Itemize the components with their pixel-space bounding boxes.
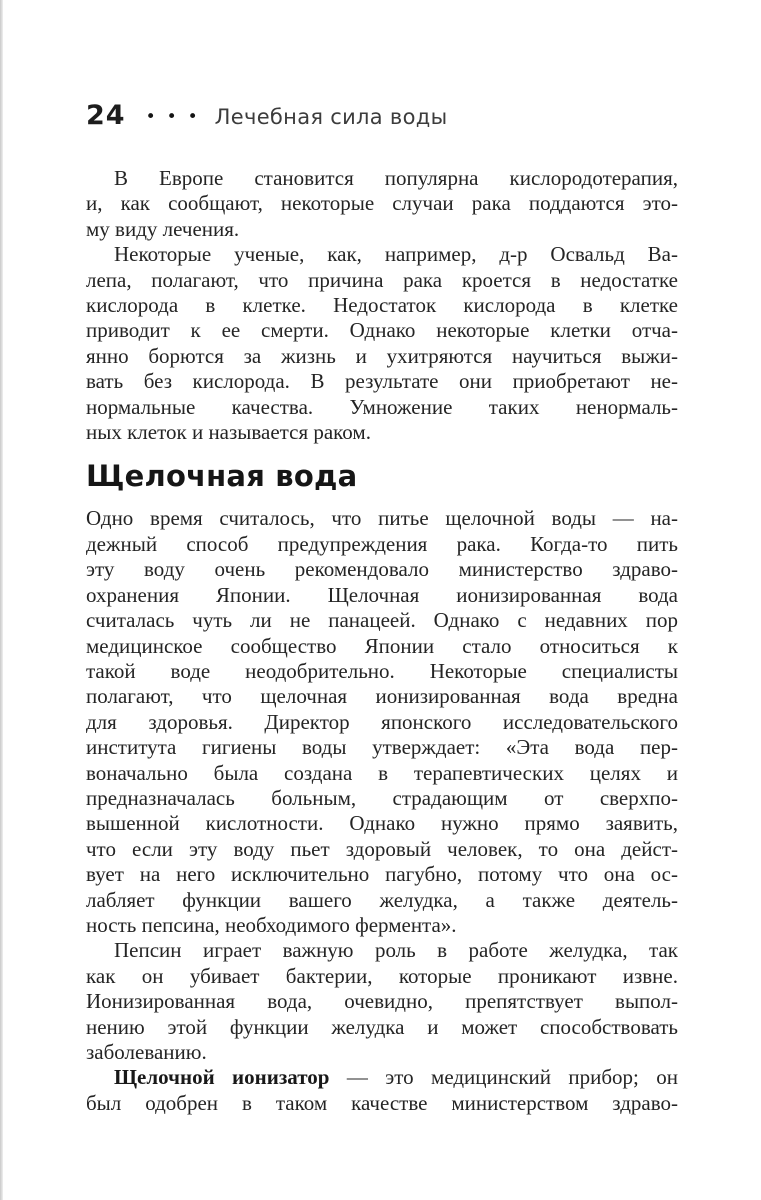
text-line: был одобрен в таком качестве министерством здраво- xyxy=(86,1090,678,1115)
text-line: нормальные качества. Умножение таких ненормаль- xyxy=(86,394,678,419)
text-line: воначально была создана в терапевтических целях и xyxy=(86,760,678,785)
text-line: эту воду очень рекомендовало министерство здраво- xyxy=(86,557,678,582)
text-line: вышенной кислотности. Однако нужно прямо заявить, xyxy=(86,811,678,836)
page-content xyxy=(86,166,678,1116)
text-line: лепа, полагают, что причина рака кроется в недостатке xyxy=(86,267,678,292)
text-line: Одно время считалось, что питье щелочной воды — на- xyxy=(86,506,678,531)
text-line: ных клеток и называется раком. xyxy=(86,420,371,445)
text-line: такой воде неодобрительно. Некоторые специалисты xyxy=(86,658,678,683)
text-line: Ионизированная вода, очевидно, препятствует выпол- xyxy=(86,989,678,1014)
text-line: Некоторые ученые, как, например, д-р Освальд Ва- xyxy=(114,242,678,267)
text-line: вать без кислорода. В результате они приобретают не- xyxy=(86,369,678,394)
text-line: заболеванию. xyxy=(86,1040,207,1064)
text-line: и, как сообщают, некоторые случаи рака поддаются это- xyxy=(86,191,678,216)
page-edge xyxy=(0,0,3,1200)
text-line: медицинское сообщество Японии стало относиться к xyxy=(86,633,678,658)
text-line: лабляет функции вашего желудка, а также деятель- xyxy=(86,887,678,912)
text-line: предназначалась больным, страдающим от сверхпо- xyxy=(86,785,678,810)
page-number: 24 xyxy=(86,100,126,131)
text-line: ность пепсина, необходимого фермента». xyxy=(86,912,457,937)
text-line: му виду лечения. xyxy=(86,216,240,241)
text-line: полагают, что щелочная ионизированная вода вредна xyxy=(86,684,678,709)
text-line: охранения Японии. Щелочная ионизированная вода xyxy=(86,582,678,607)
text-line: для здоровья. Директор японского исследовательского xyxy=(86,709,678,734)
text-line: приводит к ее смерти. Однако некоторые клетки отча- xyxy=(86,318,678,343)
text-line: вует на него исключительно пагубно, потому что она ос- xyxy=(86,862,678,887)
page-header xyxy=(86,100,447,131)
paragraph xyxy=(86,506,678,938)
text-line: института гигиены воды утверждает: «Эта вода пер- xyxy=(86,735,678,760)
paragraph xyxy=(86,242,678,445)
text-line: В Европе становится популярна кислородотерапия, xyxy=(114,166,678,190)
text-line: кислорода в клетке. Недостаток кислорода в клетке xyxy=(86,293,678,318)
text-line: считалась чуть ли не панацеей. Однако с недавних пор xyxy=(86,608,678,633)
running-title: Лечебная сила воды xyxy=(214,105,448,129)
separator-dots-icon: ••• xyxy=(145,107,209,127)
paragraph xyxy=(86,166,678,242)
text-line: Пепсин играет важную роль в работе желудка, так xyxy=(114,938,678,963)
bold-term: Щелочной ионизатор xyxy=(114,1065,330,1090)
text-line: дежный способ предупреждения рака. Когда-то пить xyxy=(86,531,678,556)
text-line: янно борются за жизнь и ухитряются научиться выжи- xyxy=(86,343,678,368)
text-line xyxy=(86,1065,678,1090)
section-heading: Щелочная вода xyxy=(86,459,358,494)
text-line: нению этой функции желудка и может способствовать xyxy=(86,1014,678,1039)
paragraph xyxy=(86,938,678,1065)
text-line: что если эту воду пьет здоровый человек, то она дейст- xyxy=(86,836,678,861)
text-line: как он убивает бактерии, которые проникают извне. xyxy=(86,963,678,988)
text-segment: — это медицинский прибор; он xyxy=(329,1065,679,1090)
paragraph xyxy=(86,1065,678,1116)
